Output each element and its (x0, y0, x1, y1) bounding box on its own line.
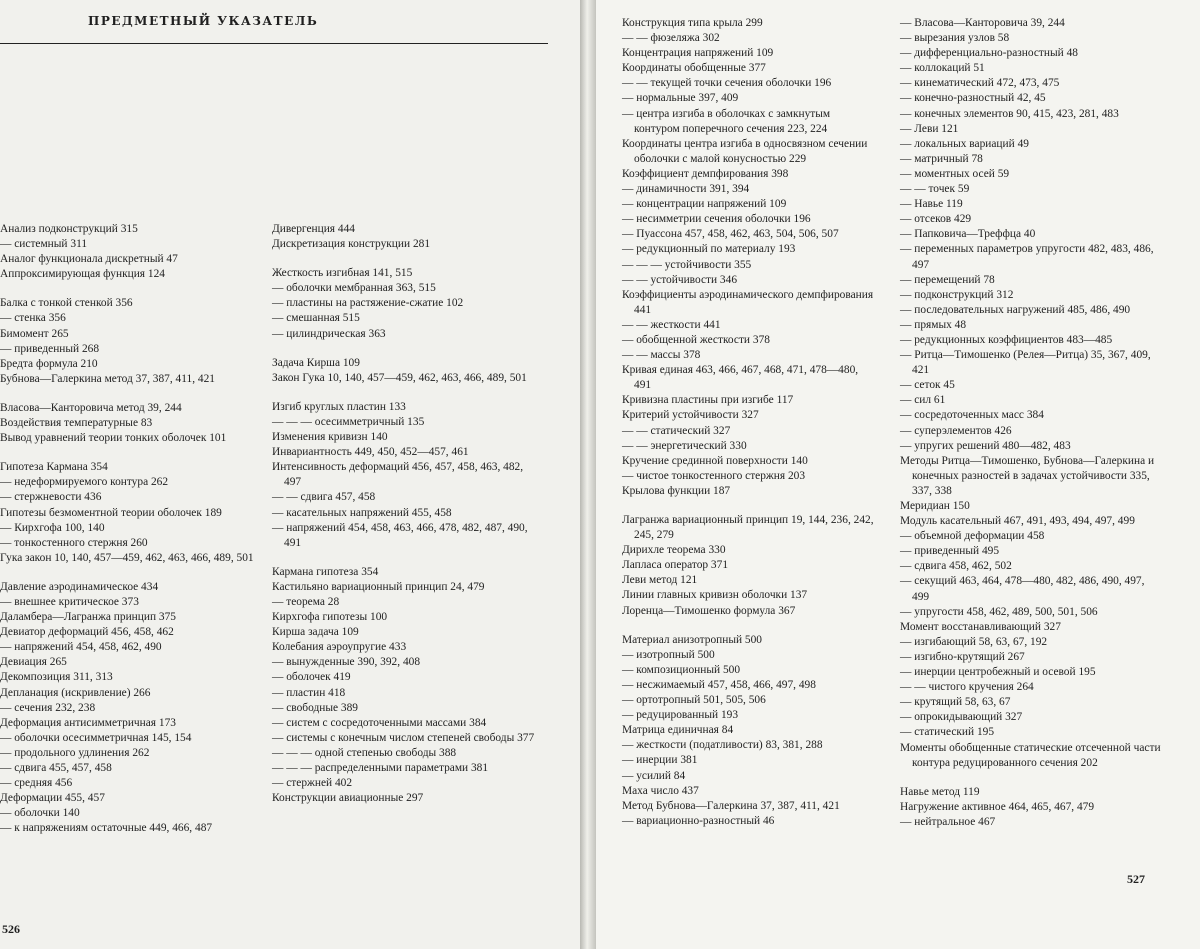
index-entry: Балка с тонкой стенкой 356 (0, 297, 133, 310)
index-entry: — — массы 378 (622, 349, 701, 362)
index-entry: — Папковича—Треффца 40 (900, 228, 1036, 241)
index-entry: Концентрация напряжений 109 (622, 47, 774, 60)
index-entry: Метод Бубнова—Галеркина 37, 387, 411, 421 (622, 799, 840, 812)
index-entry: — стержней 402 (272, 777, 353, 790)
index-entry: — стержневости 436 (0, 491, 102, 504)
index-entry: — оболочки мембранная 363, 515 (272, 282, 436, 295)
index-entry: — пластин 418 (272, 686, 346, 699)
index-entry: — — текущей точки сечения оболочки 196 (622, 77, 832, 90)
entry-group-gap (0, 446, 254, 460)
index-entry: — редукционный по материалу 193 (622, 243, 796, 256)
entry-group-gap (622, 499, 878, 513)
index-entry: — кинематический 472, 473, 475 (900, 77, 1060, 90)
index-entry: Гипотезы безмоментной теории оболочек 189 (0, 506, 222, 519)
index-entry: Матрица единичная 84 (622, 724, 734, 737)
entry-group-gap (272, 386, 538, 400)
index-entry: — редукционных коэффициентов 483—485 (900, 333, 1113, 346)
index-entry: Критерий устойчивости 327 (622, 409, 759, 422)
index-entry: — — точек 59 (900, 183, 970, 196)
index-entry: Навье метод 119 (900, 785, 980, 798)
index-entry: Лапласа оператор 371 (622, 559, 729, 572)
index-entry: — системный 311 (0, 238, 88, 251)
index-entry: — — — осесимметричный 135 (272, 415, 425, 428)
index-entry: — нейтральное 467 (900, 815, 996, 828)
index-entry: Воздействия температурные 83 (0, 417, 153, 430)
index-entry: Депланация (искривление) 266 (0, 686, 151, 699)
right-page (596, 0, 1200, 949)
index-entry: — тонкостенного стержня 260 (0, 536, 148, 549)
index-entry: — моментных осей 59 (900, 167, 1010, 180)
index-entry: — объемной деформации 458 (900, 530, 1045, 543)
index-entry: Задача Кирша 109 (272, 356, 360, 369)
index-entry: Методы Ритца—Тимошенко, Бубнова—Галеркина и конечных разностей в задачах устойчивости 335, 337, 338 (900, 454, 1155, 497)
left-page (0, 0, 580, 949)
index-entry: — опрокидывающий 327 (900, 711, 1023, 724)
index-entry: — обобщенной жесткости 378 (622, 333, 770, 346)
page-number-right: 527 (1127, 872, 1145, 886)
index-entry: Кривизна пластины при изгибе 117 (622, 394, 794, 407)
index-entry: Коэффициент демпфирования 398 (622, 167, 789, 180)
index-entry: — оболочки 140 (0, 807, 80, 820)
index-entry: — — энергетический 330 (622, 439, 747, 452)
index-entry: Кирша задача 109 (272, 626, 359, 639)
index-entry: — касательных напряжений 455, 458 (272, 506, 452, 519)
index-entry: — — — одной степенью свободы 388 (272, 746, 457, 759)
index-entry: — сдвига 458, 462, 502 (900, 560, 1012, 573)
index-entry: Изгиб круглых пластин 133 (272, 400, 406, 413)
index-entry: Координаты центра изгиба в односвязном сечении оболочки с малой конусностью 229 (622, 137, 868, 165)
entry-group-gap (622, 619, 878, 633)
index-entry: — ортотропный 501, 505, 506 (622, 694, 766, 707)
index-entry: — — — устойчивости 355 (622, 258, 752, 271)
index-entry: Материал анизотропный 500 (622, 633, 763, 646)
index-entry: — теорема 28 (272, 595, 340, 608)
index-entry: Лагранжа вариационный принцип 19, 144, 236, 242, 245, 279 (622, 514, 874, 542)
index-entry: — вырезания узлов 58 (900, 32, 1010, 45)
index-entry: — оболочки осесимметричная 145, 154 (0, 731, 192, 744)
index-entry: — — жесткости 441 (622, 318, 721, 331)
index-entry: Координаты обобщенные 377 (622, 62, 766, 75)
entry-group-gap (0, 566, 254, 580)
entry-group-gap (272, 342, 538, 356)
index-entry: Маха число 437 (622, 784, 699, 797)
index-entry: — приведенный 268 (0, 342, 100, 355)
index-entry: Кручение срединной поверхности 140 (622, 454, 808, 467)
index-entry: — продольного удлинения 262 (0, 746, 150, 759)
index-entry: Моменты обобщенные статические отсеченной части контура редуцированного сечения 202 (900, 741, 1161, 769)
index-entry: — недеформируемого контура 262 (0, 476, 169, 489)
index-entry: Бредта формула 210 (0, 357, 98, 370)
index-entry: Крылова функции 187 (622, 484, 731, 497)
index-entry: — сеток 45 (900, 379, 955, 392)
index-entry: — секущий 463, 464, 478—480, 482, 486, 490, 497, 499 (900, 575, 1145, 603)
index-entry: Вывод уравнений теории тонких оболочек 101 (0, 432, 227, 445)
index-entry: — сосредоточенных масс 384 (900, 409, 1044, 422)
index-column-right-2 (900, 16, 1164, 830)
index-entry: — вариационно-разностный 46 (622, 814, 775, 827)
index-column-right-1 (622, 16, 878, 829)
index-entry: — вынужденные 390, 392, 408 (272, 656, 421, 669)
index-entry: Девиация 265 (0, 656, 67, 669)
index-entry: — чистое тонкостенного стержня 203 (622, 469, 806, 482)
index-entry: — изгибно-крутящий 267 (900, 650, 1025, 663)
index-entry: — коллокаций 51 (900, 62, 985, 75)
index-entry: — матричный 78 (900, 152, 983, 165)
index-entry: — динамичности 391, 394 (622, 183, 750, 196)
index-entry: — упругости 458, 462, 489, 500, 501, 506 (900, 605, 1098, 618)
index-entry: — инерции центробежный и осевой 195 (900, 666, 1096, 679)
running-header: ПРЕДМЕТНЫЙ УКАЗАТЕЛЬ (88, 14, 319, 28)
index-entry: — смешанная 515 (272, 312, 360, 325)
index-entry: — — фюзеляжа 302 (622, 32, 720, 45)
index-entry: Дивергенция 444 (272, 223, 355, 235)
index-entry: — — чистого кручения 264 (900, 681, 1034, 694)
index-entry: — центра изгиба в оболочках с замкнутым контуром поперечного сечения 223, 224 (622, 107, 831, 135)
index-entry: — сил 61 (900, 394, 946, 407)
index-entry: — напряжений 454, 458, 463, 466, 478, 482, 487, 490, 491 (272, 521, 528, 549)
index-entry: — приведенный 495 (900, 545, 1000, 558)
page-number-left: 526 (2, 922, 20, 936)
book-gutter (580, 0, 596, 949)
index-entry: — прямых 48 (900, 318, 967, 331)
index-entry: Аналог функционала дискретный 47 (0, 253, 178, 266)
index-entry: — пластины на растяжение-сжатие 102 (272, 297, 464, 310)
index-entry: — подконструкций 312 (900, 288, 1014, 301)
index-entry: — изотропный 500 (622, 648, 715, 661)
index-entry: — конечных элементов 90, 415, 423, 281, 483 (900, 107, 1119, 120)
index-entry: — статический 195 (900, 726, 995, 739)
index-entry: Гука закон 10, 140, 457—459, 462, 463, 466, 489, 501 (0, 551, 254, 564)
index-entry: — Ритца—Тимошенко (Релея—Ритца) 35, 367, 409, 421 (900, 349, 1151, 377)
entry-group-gap (900, 771, 1164, 785)
index-entry: — несжимаемый 457, 458, 466, 497, 498 (622, 678, 816, 691)
index-entry: Кривая единая 463, 466, 467, 468, 471, 478—480, 491 (622, 364, 859, 392)
index-entry: — — устойчивости 346 (622, 273, 738, 286)
entry-group-gap (272, 252, 538, 266)
index-entry: — — сдвига 457, 458 (272, 491, 376, 504)
index-entry: — упругих решений 480—482, 483 (900, 439, 1071, 452)
index-entry: — переменных параметров упругости 482, 483, 486, 497 (900, 243, 1154, 271)
index-entry: — сдвига 455, 457, 458 (0, 762, 112, 774)
index-entry: Жесткость изгибная 141, 515 (272, 267, 413, 280)
index-entry: Кастильяно вариационный принцип 24, 479 (272, 580, 485, 593)
index-entry: Декомпозиция 311, 313 (0, 671, 113, 684)
index-entry: Конструкция типа крыла 299 (622, 17, 763, 29)
index-entry: — перемещений 78 (900, 273, 995, 286)
index-entry: Изменения кривизн 140 (272, 431, 388, 444)
index-entry: — Навье 119 (900, 198, 963, 211)
index-entry: — крутящий 58, 63, 67 (900, 696, 1011, 709)
header-rule (0, 43, 548, 44)
index-entry: — жесткости (податливости) 83, 381, 288 (622, 739, 823, 752)
index-entry: Кармана гипотеза 354 (272, 565, 379, 578)
index-entry: Момент восстанавливающий 327 (900, 620, 1061, 633)
index-entry: — локальных вариаций 49 (900, 137, 1029, 150)
index-entry: Давление аэродинамическое 434 (0, 580, 159, 593)
index-entry: — композиционный 500 (622, 663, 741, 676)
index-entry: — дифференциально-разностный 48 (900, 47, 1078, 60)
index-column-left-1 (0, 222, 254, 836)
index-entry: — стенка 356 (0, 312, 66, 325)
index-entry: Деформации 455, 457 (0, 792, 105, 805)
index-entry: — оболочек 419 (272, 671, 351, 684)
index-entry: Девиатор деформаций 456, 458, 462 (0, 626, 174, 639)
index-entry: Кирхгофа гипотезы 100 (272, 611, 388, 624)
index-entry: — Леви 121 (900, 122, 959, 135)
index-entry: Коэффициенты аэродинамического демпфирования 441 (622, 288, 874, 316)
entry-group-gap (0, 282, 254, 296)
index-entry: — инерции 381 (622, 754, 698, 767)
index-entry: Дирихле теорема 330 (622, 544, 726, 557)
index-entry: Бимомент 265 (0, 327, 69, 340)
index-entry: — отсеков 429 (900, 213, 972, 226)
index-entry: — несимметрии сечения оболочки 196 (622, 213, 811, 226)
index-entry: Дискретизация конструкции 281 (272, 238, 431, 251)
index-entry: — усилий 84 (622, 769, 686, 782)
index-entry: — Пуассона 457, 458, 462, 463, 504, 506, 507 (622, 228, 839, 241)
index-entry: Леви метод 121 (622, 574, 698, 587)
index-entry: Гипотеза Кармана 354 (0, 461, 108, 474)
index-entry: — системы с конечным числом степеней свободы 377 (272, 731, 535, 744)
index-entry: — — — распределенными параметрами 381 (272, 762, 489, 774)
entry-group-gap (272, 551, 538, 565)
index-entry: — редуцированный 193 (622, 709, 739, 722)
index-entry: Конструкции авиационные 297 (272, 792, 424, 805)
index-entry: Колебания аэроупругие 433 (272, 641, 407, 654)
index-entry: — цилиндрическая 363 (272, 327, 386, 340)
index-entry: — средняя 456 (0, 777, 73, 790)
index-entry: Нагружение активное 464, 465, 467, 479 (900, 800, 1095, 813)
index-entry: — напряжений 454, 458, 462, 490 (0, 641, 162, 654)
index-entry: Анализ подконструкций 315 (0, 223, 138, 235)
index-entry: Деформация антисимметричная 173 (0, 716, 176, 729)
index-entry: Даламбера—Лагранжа принцип 375 (0, 611, 176, 624)
index-entry: Меридиан 150 (900, 500, 970, 512)
index-entry: Модуль касательный 467, 491, 493, 494, 497, 499 (900, 515, 1135, 528)
entry-group-gap (0, 387, 254, 401)
index-column-left-2 (272, 222, 538, 806)
index-entry: — систем с сосредоточенными массами 384 (272, 716, 487, 729)
index-entry: — суперэлементов 426 (900, 424, 1012, 437)
index-entry: — к напряжениям остаточные 449, 466, 487 (0, 822, 213, 835)
index-entry: — нормальные 397, 409 (622, 92, 739, 105)
index-entry: — свободные 389 (272, 701, 358, 714)
index-entry: — последовательных нагружений 485, 486, 490 (900, 303, 1131, 316)
index-entry: — Кирхгофа 100, 140 (0, 521, 105, 534)
index-entry: Аппроксимирующая функция 124 (0, 268, 165, 281)
index-entry: Закон Гука 10, 140, 457—459, 462, 463, 466, 489, 501 (272, 371, 527, 384)
index-entry: Интенсивность деформаций 456, 457, 458, 463, 482, 497 (272, 461, 524, 489)
index-entry: — концентрации напряжений 109 (622, 198, 787, 211)
index-entry: Власова—Канторовича метод 39, 244 (0, 401, 182, 414)
index-entry: — Власова—Канторовича 39, 244 (900, 17, 1065, 29)
index-entry: Линии главных кривизн оболочки 137 (622, 589, 808, 602)
index-entry: — конечно-разностный 42, 45 (900, 92, 1046, 105)
index-entry: Лоренца—Тимошенко формула 367 (622, 604, 796, 617)
index-entry: — — статический 327 (622, 424, 731, 437)
index-entry: — внешнее критическое 373 (0, 595, 139, 608)
index-entry: — изгибающий 58, 63, 67, 192 (900, 635, 1048, 648)
index-entry: Инвариантность 449, 450, 452—457, 461 (272, 446, 469, 459)
index-entry: Бубнова—Галеркина метод 37, 387, 411, 421 (0, 372, 215, 385)
index-entry: — сечения 232, 238 (0, 701, 96, 714)
